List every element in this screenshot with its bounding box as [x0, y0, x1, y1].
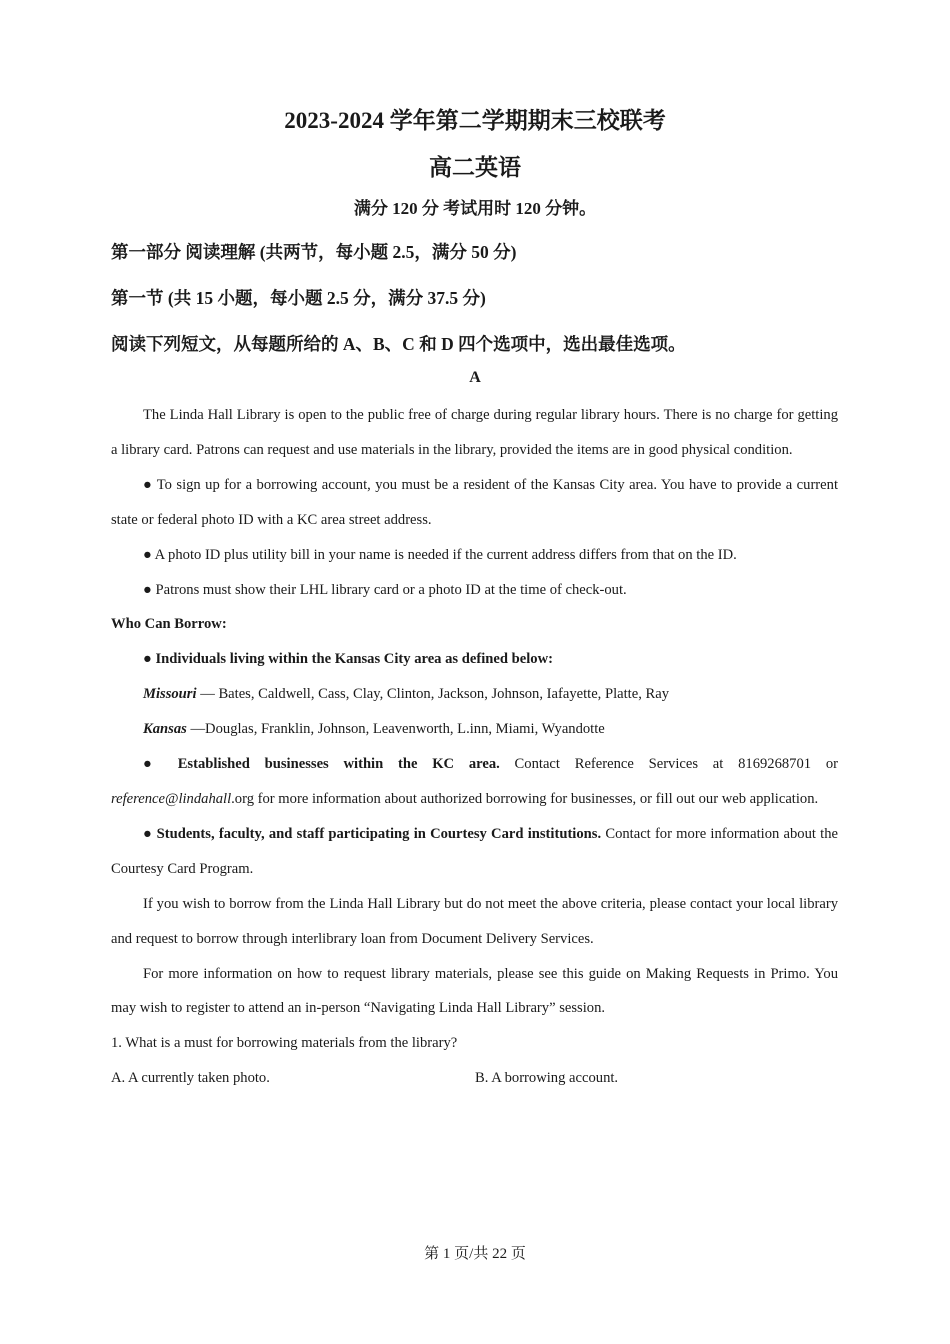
- bullet-icon: ●: [143, 651, 152, 668]
- missouri-counties: Missouri — Bates, Caldwell, Cass, Clay, Clinton, Jackson, Johnson, Iafayette, Platte, Ray: [143, 686, 670, 703]
- bullet-item: ● Established businesses within the KC area. Contact Reference Services at 8169268701 or reference@lindahall.org for more information about authorized borrowing for businesses, or fill out our web application.: [111, 756, 838, 807]
- bullet-icon: ●: [143, 476, 153, 493]
- interlibrary-paragraph: If you wish to borrow from the Linda Hall Library but do not meet the above criteria, please contact your local library and request to borrow through interlibrary loan from Document Delivery Services.: [111, 895, 838, 947]
- passage-intro: The Linda Hall Library is open to the public free of charge during regular library hours. There is no charge for getting a library card. Patrons can request and use materials in the library, provided the items are in good physical condition.: [111, 407, 838, 458]
- bullet-icon: ●: [143, 581, 152, 598]
- bullet-item: ● Patrons must show their LHL library card or a photo ID at the time of check-out.: [143, 581, 627, 598]
- missouri-label: Missouri: [143, 686, 197, 703]
- exam-subject: 高二英语: [429, 155, 521, 180]
- instruction-text: 阅读下列短文，从每题所给的 A、B、C 和 D 四个选项中，选出最佳选项。: [111, 334, 686, 354]
- who-can-borrow-heading: Who Can Borrow:: [111, 616, 227, 633]
- reference-email: reference@lindahall: [111, 790, 232, 807]
- question-options: [111, 1061, 838, 1096]
- bullet-item: ● Students, faculty, and staff participating in Courtesy Card institutions. Contact for more information about the Courtesy Card Program.: [111, 825, 838, 877]
- exam-title: 2023-2024 学年第二学期期末三校联考: [284, 108, 666, 133]
- more-info-paragraph: For more information on how to request library materials, please see this guide on Making Requests in Primo. You may wish to register to attend an in-person “Navigating Linda Hall Library” session.: [111, 965, 838, 1017]
- bullet-icon: ●: [143, 546, 152, 563]
- option-a: A. A currently taken photo.: [111, 1070, 270, 1087]
- bullet-item: ● A photo ID plus utility bill in your name is needed if the current address differs from that on the ID.: [143, 546, 737, 563]
- kansas-label: Kansas: [143, 721, 187, 738]
- option-b: B. A borrowing account.: [475, 1070, 619, 1087]
- passage-letter: A: [469, 369, 481, 386]
- bullet-item: ● Individuals living within the Kansas City area as defined below:: [143, 651, 553, 668]
- passage-body: [111, 398, 838, 1096]
- bullet-icon: ●: [143, 756, 163, 773]
- question-stem: 1. What is a must for borrowing materials from the library?: [111, 1035, 458, 1052]
- exam-info: 满分 120 分 考试用时 120 分钟。: [353, 199, 597, 218]
- page-footer: 第 1 页/共 22 页: [424, 1246, 526, 1262]
- kansas-counties: Kansas —Douglas, Franklin, Johnson, Leavenworth, L.inn, Miami, Wyandotte: [143, 721, 605, 738]
- section-heading: 第一节 (共 15 小题，每小题 2.5 分，满分 37.5 分): [111, 288, 486, 308]
- part-heading: 第一部分 阅读理解 (共两节，每小题 2.5，满分 50 分): [111, 242, 517, 262]
- bullet-item: ● To sign up for a borrowing account, you must be a resident of the Kansas City area. You have to provide a current state or federal photo ID with a KC area street address.: [111, 476, 838, 528]
- bullet-icon: ●: [143, 825, 153, 842]
